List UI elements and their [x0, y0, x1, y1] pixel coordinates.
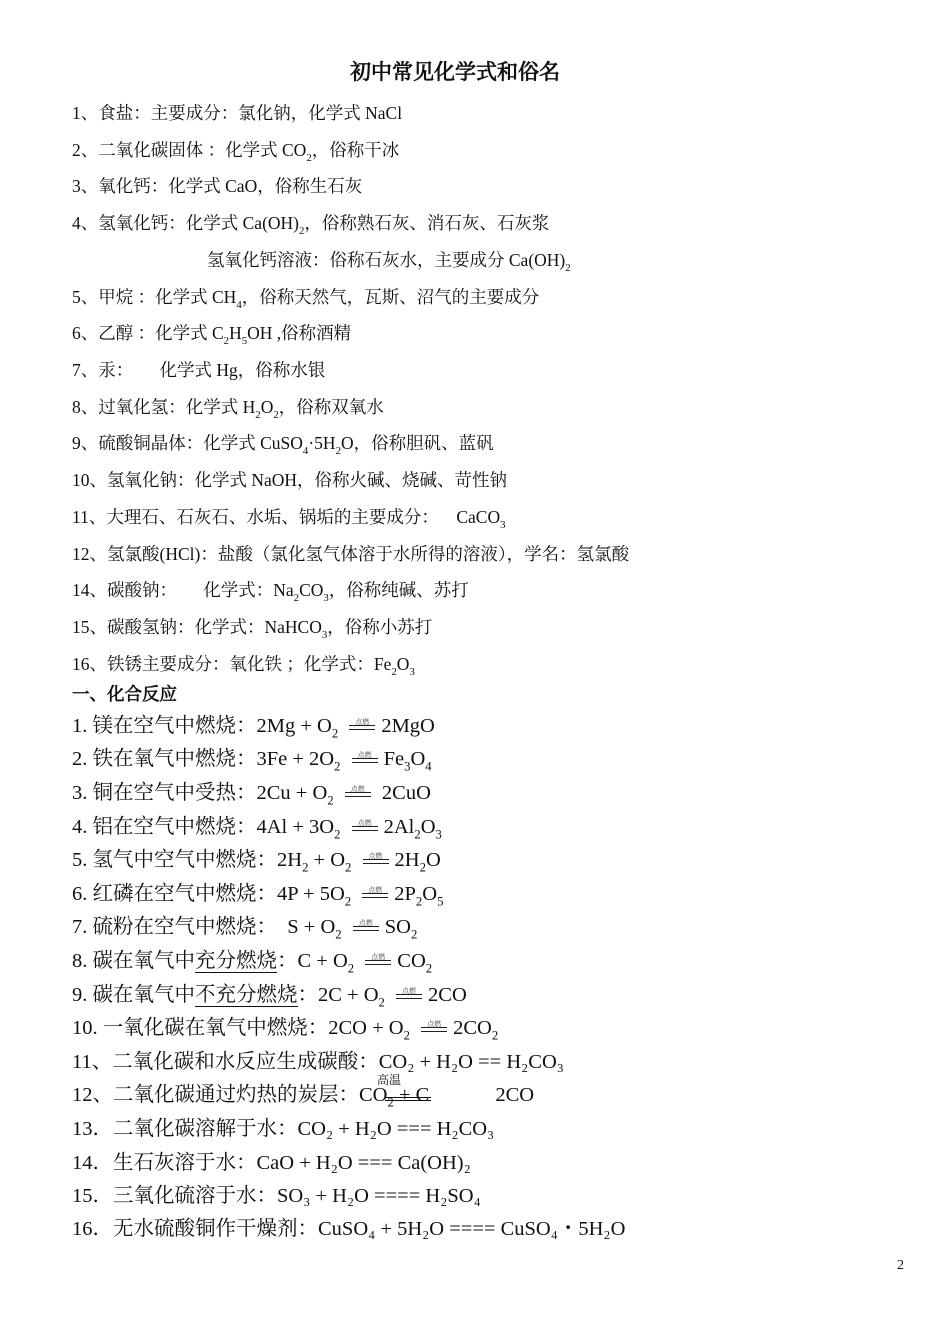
equation-line: 9. 碳在氧气中不充分燃烧：$2C + O_2$ 点燃 2CO [72, 984, 467, 1010]
list-item: 10、氢氧化钠：化学式 NaOH，俗称火碱、烧碱、苛性钠 [72, 470, 508, 490]
reaction-condition-arrow: 点燃 [363, 854, 389, 868]
list-item: 8、过氧化氢：化学式 $H_2O_2$，俗称双氧水 [72, 397, 384, 421]
equation-line: 11、二氧化碳和水反应生成碳酸：CO₂ + H₂O == H₂CO₃ [72, 1051, 564, 1073]
equation-line: 14．生石灰溶于水：CaO + H₂O === Ca(OH)₂ [72, 1152, 471, 1174]
equation-line: 6. 红磷在空气中燃烧：$4P + 5O_2$ 点燃 $2P_2O_5$ [72, 883, 444, 909]
reaction-condition-arrow: 点燃 [421, 1022, 447, 1036]
reaction-condition-arrow: 点燃 [365, 955, 391, 969]
list-item: 9、硫酸铜晶体：化学式 $CuSO_4\cdot 5H_2O$，俗称胆矾、蓝矾 [72, 433, 494, 457]
list-item: 3、氧化钙：化学式 CaO，俗称生石灰 [72, 176, 363, 196]
list-item: 1、食盐：主要成分：氯化钠，化学式 NaCl [72, 103, 403, 123]
equation-line: 5. 氢气中空气中燃烧：$2H_2 + O_2$ 点燃 $2H_2O$ [72, 849, 441, 875]
list-item: 14、碳酸钠： 化学式：$Na_2CO_3$，俗称纯碱、苏打 [72, 580, 469, 604]
reaction-condition-arrow: 点燃 [349, 720, 375, 734]
list-item: 6、乙醇 ：化学式 $C_2H_5OH$ ,俗称酒精 [72, 323, 352, 347]
equation-line: 3. 铜在空气中受热：$2Cu + O_2$ 点燃 2CuO [72, 782, 431, 808]
equation-line: 7. 硫粉在空气中燃烧： $S + O_2$ 点燃 $SO_2$ [72, 916, 418, 942]
reaction-condition-arrow: 点燃 [345, 787, 371, 801]
equation-line: 15．三氧化硫溶于水：SO₃ + H₂O ==== H₂SO₄ [72, 1185, 481, 1207]
list-item: 11、大理石、石灰石、水垢、锅垢的主要成分： CaCO$_3$ [72, 507, 506, 531]
page-title: 初中常见化学式和俗名 [350, 60, 560, 84]
list-item: 氢氧化钙溶液：俗称石灰水，主要成分 $Ca(OH)_2$ [207, 250, 571, 274]
list-item: 15、碳酸氢钠：化学式：NaHCO$_3$，俗称小苏打 [72, 617, 433, 641]
reaction-condition-arrow: 点燃 [396, 989, 422, 1003]
list-item: 12、氢氯酸(HCl)：盐酸（氯化氢气体溶于水所得的溶液），学名：氢氯酸 [72, 544, 630, 564]
equation-line: 13．二氧化碳溶解于水：CO₂ + H₂O === H₂CO₃ [72, 1118, 495, 1140]
reaction-condition-arrow: 点燃 [352, 821, 378, 835]
equation-line: 8. 碳在氧气中充分燃烧：$C + O_2$ 点燃 $CO_2$ [72, 950, 433, 976]
reaction-condition-arrow: 点燃 [362, 888, 388, 902]
list-item: 7、汞： 化学式 Hg，俗称水银 [72, 360, 326, 380]
equation-line: 12、二氧化碳通过灼热的炭层： 高温 $CO_2 + C$ 2CO [72, 1073, 535, 1110]
list-item: 2、二氧化碳固体 ：化学式 $CO_2$，俗称干冰 [72, 140, 400, 164]
section-heading: 一、化合反应 [72, 685, 177, 705]
page-number: 2 [897, 1258, 904, 1273]
equation-line: 2. 铁在氧气中燃烧：$3Fe + 2O_2$ 点燃 $Fe_3O_4$ [72, 748, 432, 774]
equation-line: 4. 铝在空气中燃烧：$4Al + 3O_2$ 点燃 $2Al_2O_3$ [72, 816, 442, 842]
list-item: 5、甲烷 ：化学式 $CH_4$，俗称天然气，瓦斯、沼气的主要成分 [72, 287, 540, 311]
equation-line: 1. 镁在空气中燃烧：$2Mg + O_2$ 点燃 2MgO [72, 715, 435, 741]
reaction-condition-arrow: 点燃 [353, 921, 379, 935]
equation-line: 16．无水硫酸铜作干燥剂：CuSO₄ + 5H₂O ==== CuSO₄・5H₂O [72, 1218, 626, 1240]
list-item: 16、铁锈主要成分：氧化铁 ；化学式：$Fe_2O_3$ [72, 654, 415, 678]
high-temperature-condition: 高温 $CO_2 + C$ [359, 1073, 430, 1110]
equation-line: 10. 一氧化碳在氧气中燃烧：$2CO + O_2$ 点燃 $2CO_2$ [72, 1017, 499, 1043]
reaction-condition-arrow: 点燃 [352, 753, 378, 767]
list-item: 4、氢氧化钙：化学式 $Ca(OH)_2$，俗称熟石灰、消石灰、石灰浆 [72, 213, 550, 237]
